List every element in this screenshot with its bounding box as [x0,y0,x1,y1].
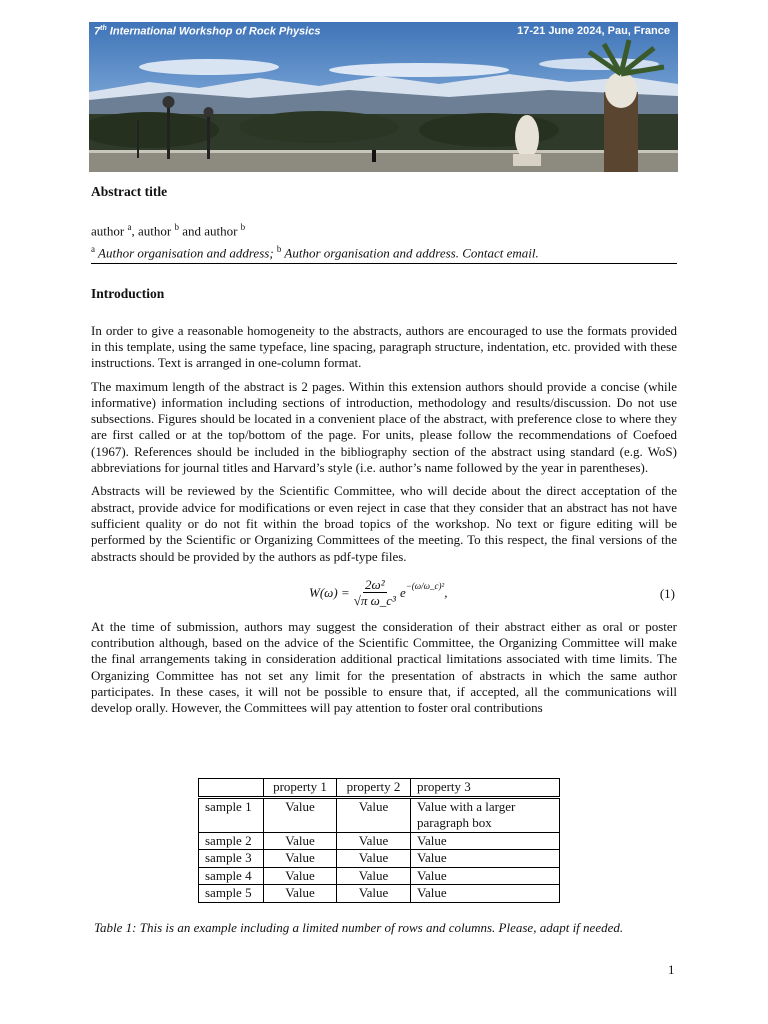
equation [309,577,447,609]
table-header-cell: property 1 [264,779,337,798]
author-1: author [91,223,128,239]
author-line [91,222,677,239]
author-3-affil-mark: b [240,222,246,232]
table-header-cell: property 3 [411,779,560,798]
equation-lhs: W(ω) = [309,584,350,600]
author-1-affil-mark: a [127,222,132,232]
equation-exponent: −(ω/ω_c)² [405,580,445,591]
equation-block [91,573,677,615]
paragraph-1: In order to give a reasonable homogeneity to the abstracts, authors are encouraged to use the formats provided in this template, using the same typeface, line spacing, paragraph structure, indentation, etc. provided with these instructions. Text is arranged in one-column format. [91,322,677,371]
affiliation-a: Author organisation and address; [95,245,277,261]
author-2: , author [131,223,175,239]
table-header-row [199,779,560,798]
event-name [94,25,320,38]
table-caption: Table 1: This is an example including a limited number of rows and columns. Please, adapt if needed. [94,920,624,935]
page-number: 1 [668,962,675,977]
header-banner [89,22,678,172]
data-table [198,778,560,903]
page-content [91,184,677,717]
table-cell: Value [264,797,337,832]
event-title: International Workshop of Rock Physics [109,25,321,38]
table-cell: Value [411,885,560,903]
equation-tail: , [444,584,448,600]
table-cell: Value [411,850,560,868]
paragraph-3: Abstracts will be reviewed by the Scientific Committee, who will decide about the direct acceptation of the abstract, provide advice for modifications or even reject in case that they consider that an abstract has not have sufficient quality or do not fit within the broad topics of the workshop. No text or figure editing will be performed by the Scientific or Organizing Committees of the meeting. To this respect, the final versions of the abstracts should be provided by the authors as pdf-type files. [91,483,677,564]
equation-numerator: 2ω² [365,576,385,592]
affiliation-line [91,244,677,263]
table-header-cell: property 2 [337,779,411,798]
table-cell: Value [264,867,337,885]
table-row [199,797,560,832]
table-cell: sample 2 [199,832,264,850]
table-cell: Value [264,850,337,868]
table-cell: Value [337,885,411,903]
event-number-superscript: th [100,25,107,32]
table-cell: Value [264,832,337,850]
equation-denominator: √π ω_c³ [353,592,396,608]
affil-mark-a: a [91,244,95,255]
event-number: 7 [94,25,101,38]
affil-mark-b: b [276,244,282,255]
table-cell: sample 5 [199,885,264,903]
table-row [199,832,560,850]
table-cell: Value [337,832,411,850]
table-row [199,867,560,885]
table-cell: Value [337,867,411,885]
table-row [199,850,560,868]
table-cell: Value with a larger paragraph box [411,797,560,832]
table-cell: Value [411,867,560,885]
table-cell: sample 1 [199,797,264,832]
affiliation-b: Author organisation and address. Contact email. [281,245,539,261]
equation-exp-base: e [399,584,406,600]
author-2-affil-mark: b [174,222,179,232]
paragraph-2: The maximum length of the abstract is 2 pages. Within this extension authors should provide a concise (while informative) information including sections of introduction, methodology and results/discussion. Do not use subsections. Figures should be located in a convenient place of the abstract, with preference close to where they are first called or at the top/bottom of the page. For units, please follow the recommendations of Coefoed (1967). References should be included in the bibliography section of the abstract using standard (e.g. WoS) abbreviations for journal titles and Harvard’s style (i.e. author’s name followed by the year in parentheses). [91,378,677,476]
table-cell: Value [264,885,337,903]
author-3: and author [178,223,241,239]
table-cell: Value [337,797,411,832]
abstract-title: Abstract title [91,184,168,199]
table-cell: Value [411,832,560,850]
section-heading: Introduction [91,285,165,301]
table-cell: sample 4 [199,867,264,885]
table-cell: Value [337,850,411,868]
table-row [199,885,560,903]
equation-fraction [352,577,398,609]
banner-photo [89,22,678,172]
table-cell: sample 3 [199,850,264,868]
paragraph-4: At the time of submission, authors may suggest the consideration of their abstract either as oral or poster contribution although, based on the advice of the Scientific Committee, the Organizing Committee will make the final arrangements taking in consideration additional practical limitations associated with time limits. The Organizing Committee has not set any limit for the presentation of abstracts in which the same author participates. In these cases, it will not be possible to ensure that, if accepted, all the communications will develop orally. However, the Committees will pay attention to foster oral contributions [91,618,677,716]
table-container [198,778,560,903]
event-dates-location: 17-21 June 2024, Pau, France [517,25,670,37]
equation-number: (1) [659,585,675,601]
table-header-cell [199,779,264,798]
